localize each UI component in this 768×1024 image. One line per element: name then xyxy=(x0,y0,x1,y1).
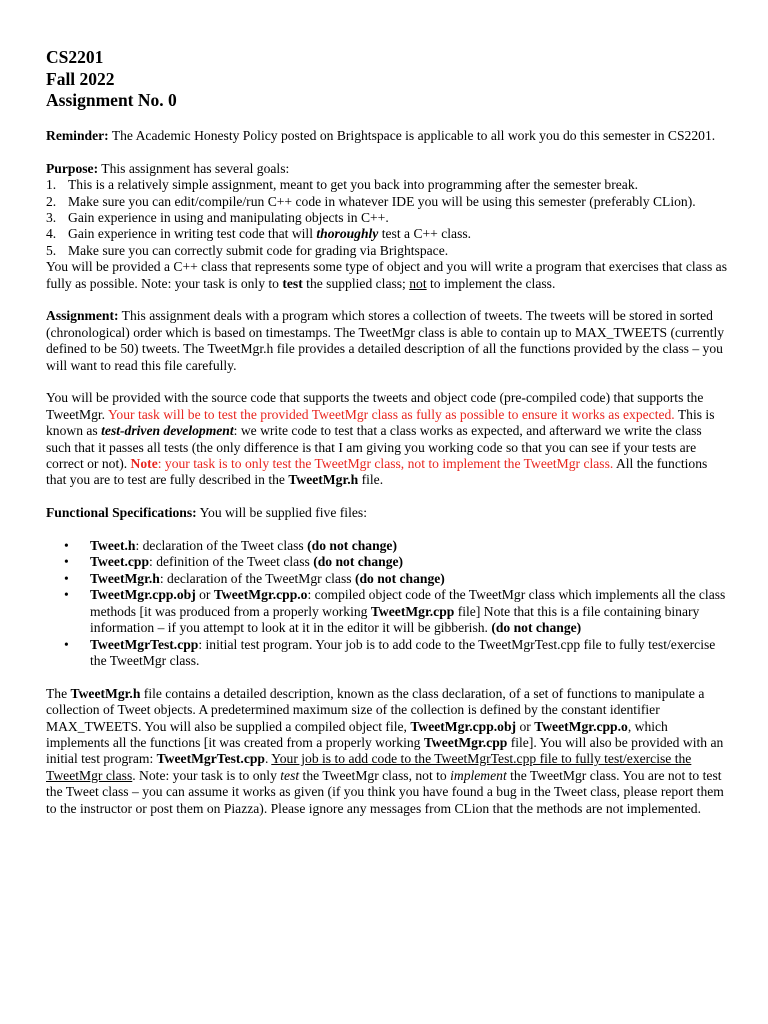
bullet-icon: • xyxy=(64,554,69,570)
list-item: • TweetMgr.h: declaration of the TweetMgr class (do not change) xyxy=(64,570,445,586)
bullet-icon: • xyxy=(64,587,69,603)
assignment-paragraph: Assignment: This assignment deals with a program which stores a collection of tweets. The tweets will be stored in sorted (chronological) order which is based on timestamps. The TweetMgr class is able to contain up to MAX_TWEETS (currently defined to be 50) tweets. The TweetMgr.h file provides a detailed description of all the functions provided by the class – you will want to read this file carefully. xyxy=(46,308,725,373)
purpose-label: Purpose: xyxy=(46,160,99,176)
list-item: 3. Gain experience in using and manipulating objects in C++. xyxy=(46,210,389,226)
document-header xyxy=(46,47,177,112)
document-body xyxy=(46,128,730,833)
list-item: • Tweet.cpp: definition of the Tweet class (do not change) xyxy=(64,554,404,570)
purpose-section: Purpose: This assignment has several goals: 1. This is a relatively simple assignment, meant to get you back into programming after the semester break. 2. Make sure you can edit/compile/run C++ code in whatever IDE you will be using this semester (preferably CLion). 3. Gain experience in using and manipulating objects in C++. 4. Gain experience in writing test code that will thoroughly test a C++ class. 5. Make sure you can correctly submit code for grading via Brightspace. You will be provided a C++ class that represents some type of object and you will write a program that exercises that class as fully as possible. Note: your task is only to test the supplied class; not to implement the class. xyxy=(46,161,730,292)
list-item: 2. Make sure you can edit/compile/run C++ code in whatever IDE you will be using this semester (preferably CLion). xyxy=(46,193,696,209)
final-paragraph: The TweetMgr.h file contains a detailed description, known as the class declaration, of a set of functions to manipulate a collection of Tweet objects. A predetermined maximum size of the collection is defined by the constant identifier MAX_TWEETS. You will also be supplied a compiled object file, TweetMgr.cpp.obj or TweetMgr.cpp.o, which implements all the functions [it was created from a properly working TweetMgr.cpp file]. You will also be provided with an initial test program: TweetMgrTest.cpp. Your job is to add code to the TweetMgrTest.cpp file to fully test/exercise the TweetMgr class. Note: your task is to only test the TweetMgr class, not to implement the TweetMgr class. You are not to test the Tweet class – you can assume it works as given (if you think you have found a bug in the Tweet class, please report them to the instructor or post them on Piazza). Please ignore any messages from CLion that the methods are not implemented. xyxy=(46,685,724,816)
bullet-icon: • xyxy=(64,538,69,554)
note-label: Note xyxy=(130,456,158,472)
file-list xyxy=(46,538,730,669)
list-item: 4. Gain experience in writing test code that will thoroughly test a C++ class. xyxy=(46,226,472,242)
term: Fall 2022 xyxy=(46,68,115,89)
list-item: • TweetMgrTest.cpp: initial test program. Your job is to add code to the TweetMgrTest.cpp file to fully test/exercise the TweetMgr class. xyxy=(64,636,716,668)
reminder-label: Reminder: xyxy=(46,128,109,143)
bullet-icon: • xyxy=(64,570,69,586)
list-item: 5. Make sure you can correctly submit code for grading via Brightspace. xyxy=(46,242,449,258)
course-code: CS2201 xyxy=(46,47,104,67)
list-item: 1. This is a relatively simple assignment, meant to get you back into programming after the semester break. xyxy=(46,177,639,193)
functional-spec-paragraph: Functional Specifications: You will be supplied five files: xyxy=(46,505,367,521)
purpose-list xyxy=(46,177,730,259)
reminder-paragraph: Reminder: The Academic Honesty Policy posted on Brightspace is applicable to all work you do this semester in CS2201. xyxy=(46,128,716,143)
purpose-closing: You will be provided a C++ class that represents some type of object and you will write a program that exercises that class as fully as possible. Note: your task is only to test the supplied class; not to implement the class. xyxy=(46,259,728,291)
bullet-icon: • xyxy=(64,636,69,652)
functional-spec-label: Functional Specifications: xyxy=(46,505,197,521)
provided-paragraph: You will be provided with the source code that supports the tweets and object code (pre-compiled code) that supports the TweetMgr. Your task will be to test the provided TweetMgr class as fully as possible to ensure it works as expected. This is known as test-driven development: we write code to test that a class works as expected, and afterward we write the class such that it passes all tests (the only difference is that I am giving you working code so that you can see if your tests are correct or not). Note: your task is to only test the TweetMgr class, not to implement the TweetMgr class. All the functions that you are to test are fully described in the TweetMgr.h file. xyxy=(46,390,715,488)
assignment-title: Assignment No. 0 xyxy=(46,90,177,110)
list-item: • TweetMgr.cpp.obj or TweetMgr.cpp.o: compiled object code of the TweetMgr class which implements all the class methods [it was produced from a properly working TweetMgr.cpp file] Note that this is a file containing binary information – if you attempt to look at it in the editor it will be gibberish. (do not change) xyxy=(64,587,726,636)
assignment-label: Assignment: xyxy=(46,308,119,324)
list-item: • Tweet.h: declaration of the Tweet class (do not change) xyxy=(64,538,397,554)
